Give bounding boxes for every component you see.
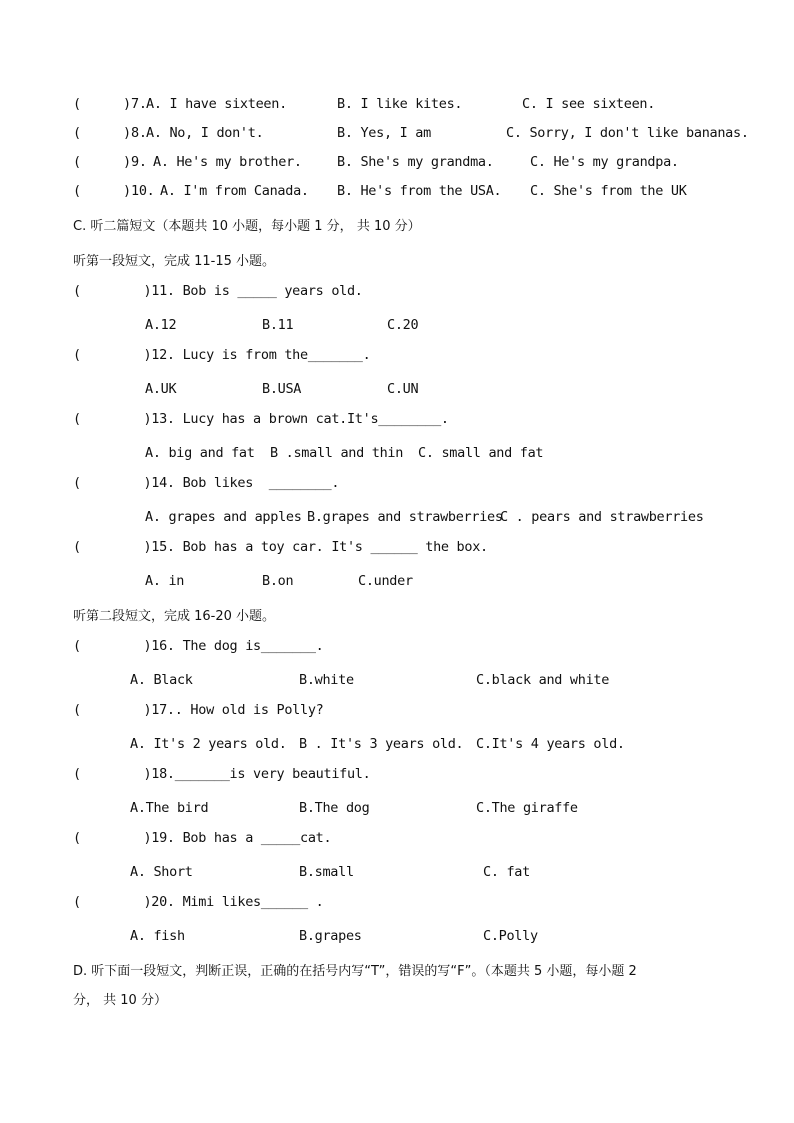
q13-option-b: B .small and thin <box>270 445 404 461</box>
option-b: B. Yes, I am <box>337 125 431 141</box>
question-12: ( )12. Lucy is from the_______. <box>73 347 371 363</box>
part2-heading: 听第二段短文，完成 16-20 小题。 <box>73 609 276 624</box>
q11-option-a: A.12 <box>145 317 177 333</box>
option-c: C. I see sixteen. <box>522 96 656 112</box>
answer-paren-close: ) <box>123 125 131 141</box>
q13-option-a: A. big and fat <box>145 445 255 461</box>
q16-option-c: C.black and white <box>476 672 610 688</box>
q18-option-a: A.The bird <box>130 800 209 816</box>
q18-option-b: B.The dog <box>299 800 370 816</box>
q17-option-a: A. It's 2 years old. <box>130 736 287 752</box>
q15-option-c: C.under <box>358 573 413 589</box>
question-17: ( )17.. How old is Polly? <box>73 702 324 718</box>
q11-option-b: B.11 <box>262 317 294 333</box>
q15-option-a: A. in <box>145 573 185 589</box>
q19-option-c: C. fat <box>483 864 530 880</box>
q18-option-c: C.The giraffe <box>476 800 578 816</box>
question-14: ( )14. Bob likes ________. <box>73 475 340 491</box>
question-18: ( )18._______is very beautiful. <box>73 766 371 782</box>
option-a: A. No, I don't. <box>146 125 264 141</box>
answer-paren-open: ( <box>73 96 81 112</box>
question-number: 10. <box>131 183 155 199</box>
answer-paren-close: ) <box>123 96 131 112</box>
q17-option-c: C.It's 4 years old. <box>476 736 625 752</box>
q12-option-c: C.UN <box>387 381 419 397</box>
option-c: C. She's from the UK <box>530 183 687 199</box>
question-number: 7. <box>131 96 147 112</box>
question-15: ( )15. Bob has a toy car. It's ______ the box. <box>73 539 488 555</box>
option-b: B. She's my grandma. <box>337 154 494 170</box>
q20-option-b: B.grapes <box>299 928 362 944</box>
q17-option-b: B . It's 3 years old. <box>299 736 464 752</box>
option-b: B. He's from the USA. <box>337 183 502 199</box>
answer-paren-open: ( <box>73 125 81 141</box>
q19-option-a: A. Short <box>130 864 193 880</box>
option-c: C. He's my grandpa. <box>530 154 679 170</box>
q20-option-a: A. fish <box>130 928 185 944</box>
question-number: 9. <box>131 154 147 170</box>
section-d-heading: D. 听下面一段短文，判断正误，正确的在括号内写“T”，错误的写“F”。（本题共 5 小题，每小题 2 <box>73 964 637 979</box>
option-a: A. He's my brother. <box>153 154 302 170</box>
option-a: A. I have sixteen. <box>146 96 287 112</box>
q14-option-b: B.grapes and strawberries <box>307 509 503 525</box>
question-16: ( )16. The dog is_______. <box>73 638 324 654</box>
answer-paren-close: ) <box>123 154 131 170</box>
q20-option-c: C.Polly <box>483 928 538 944</box>
q14-option-a: A. grapes and apples <box>145 509 302 525</box>
question-19: ( )19. Bob has a _____cat. <box>73 830 332 846</box>
question-number: 8. <box>131 125 147 141</box>
q16-option-b: B.white <box>299 672 354 688</box>
q13-option-c: C. small and fat <box>418 445 544 461</box>
question-11: ( )11. Bob is _____ years old. <box>73 283 363 299</box>
answer-paren-open: ( <box>73 154 81 170</box>
part1-heading: 听第一段短文，完成 11-15 小题。 <box>73 254 276 269</box>
answer-paren-open: ( <box>73 183 81 199</box>
option-c: C. Sorry, I don't like bananas. <box>506 125 749 141</box>
q12-option-a: A.UK <box>145 381 177 397</box>
section-d-heading-cont: 分， 共 10 分） <box>73 993 167 1008</box>
answer-paren-close: ) <box>123 183 131 199</box>
q11-option-c: C.20 <box>387 317 419 333</box>
question-20: ( )20. Mimi likes______ . <box>73 894 324 910</box>
section-c-heading: C. 听二篇短文（本题共 10 小题，每小题 1 分， 共 10 分） <box>73 219 421 234</box>
q14-option-c: C . pears and strawberries <box>500 509 704 525</box>
q12-option-b: B.USA <box>262 381 302 397</box>
q19-option-b: B.small <box>299 864 354 880</box>
q15-option-b: B.on <box>262 573 294 589</box>
option-a: A. I'm from Canada. <box>160 183 309 199</box>
question-13: ( )13. Lucy has a brown cat.It's________. <box>73 411 449 427</box>
option-b: B. I like kites. <box>337 96 463 112</box>
q16-option-a: A. Black <box>130 672 193 688</box>
